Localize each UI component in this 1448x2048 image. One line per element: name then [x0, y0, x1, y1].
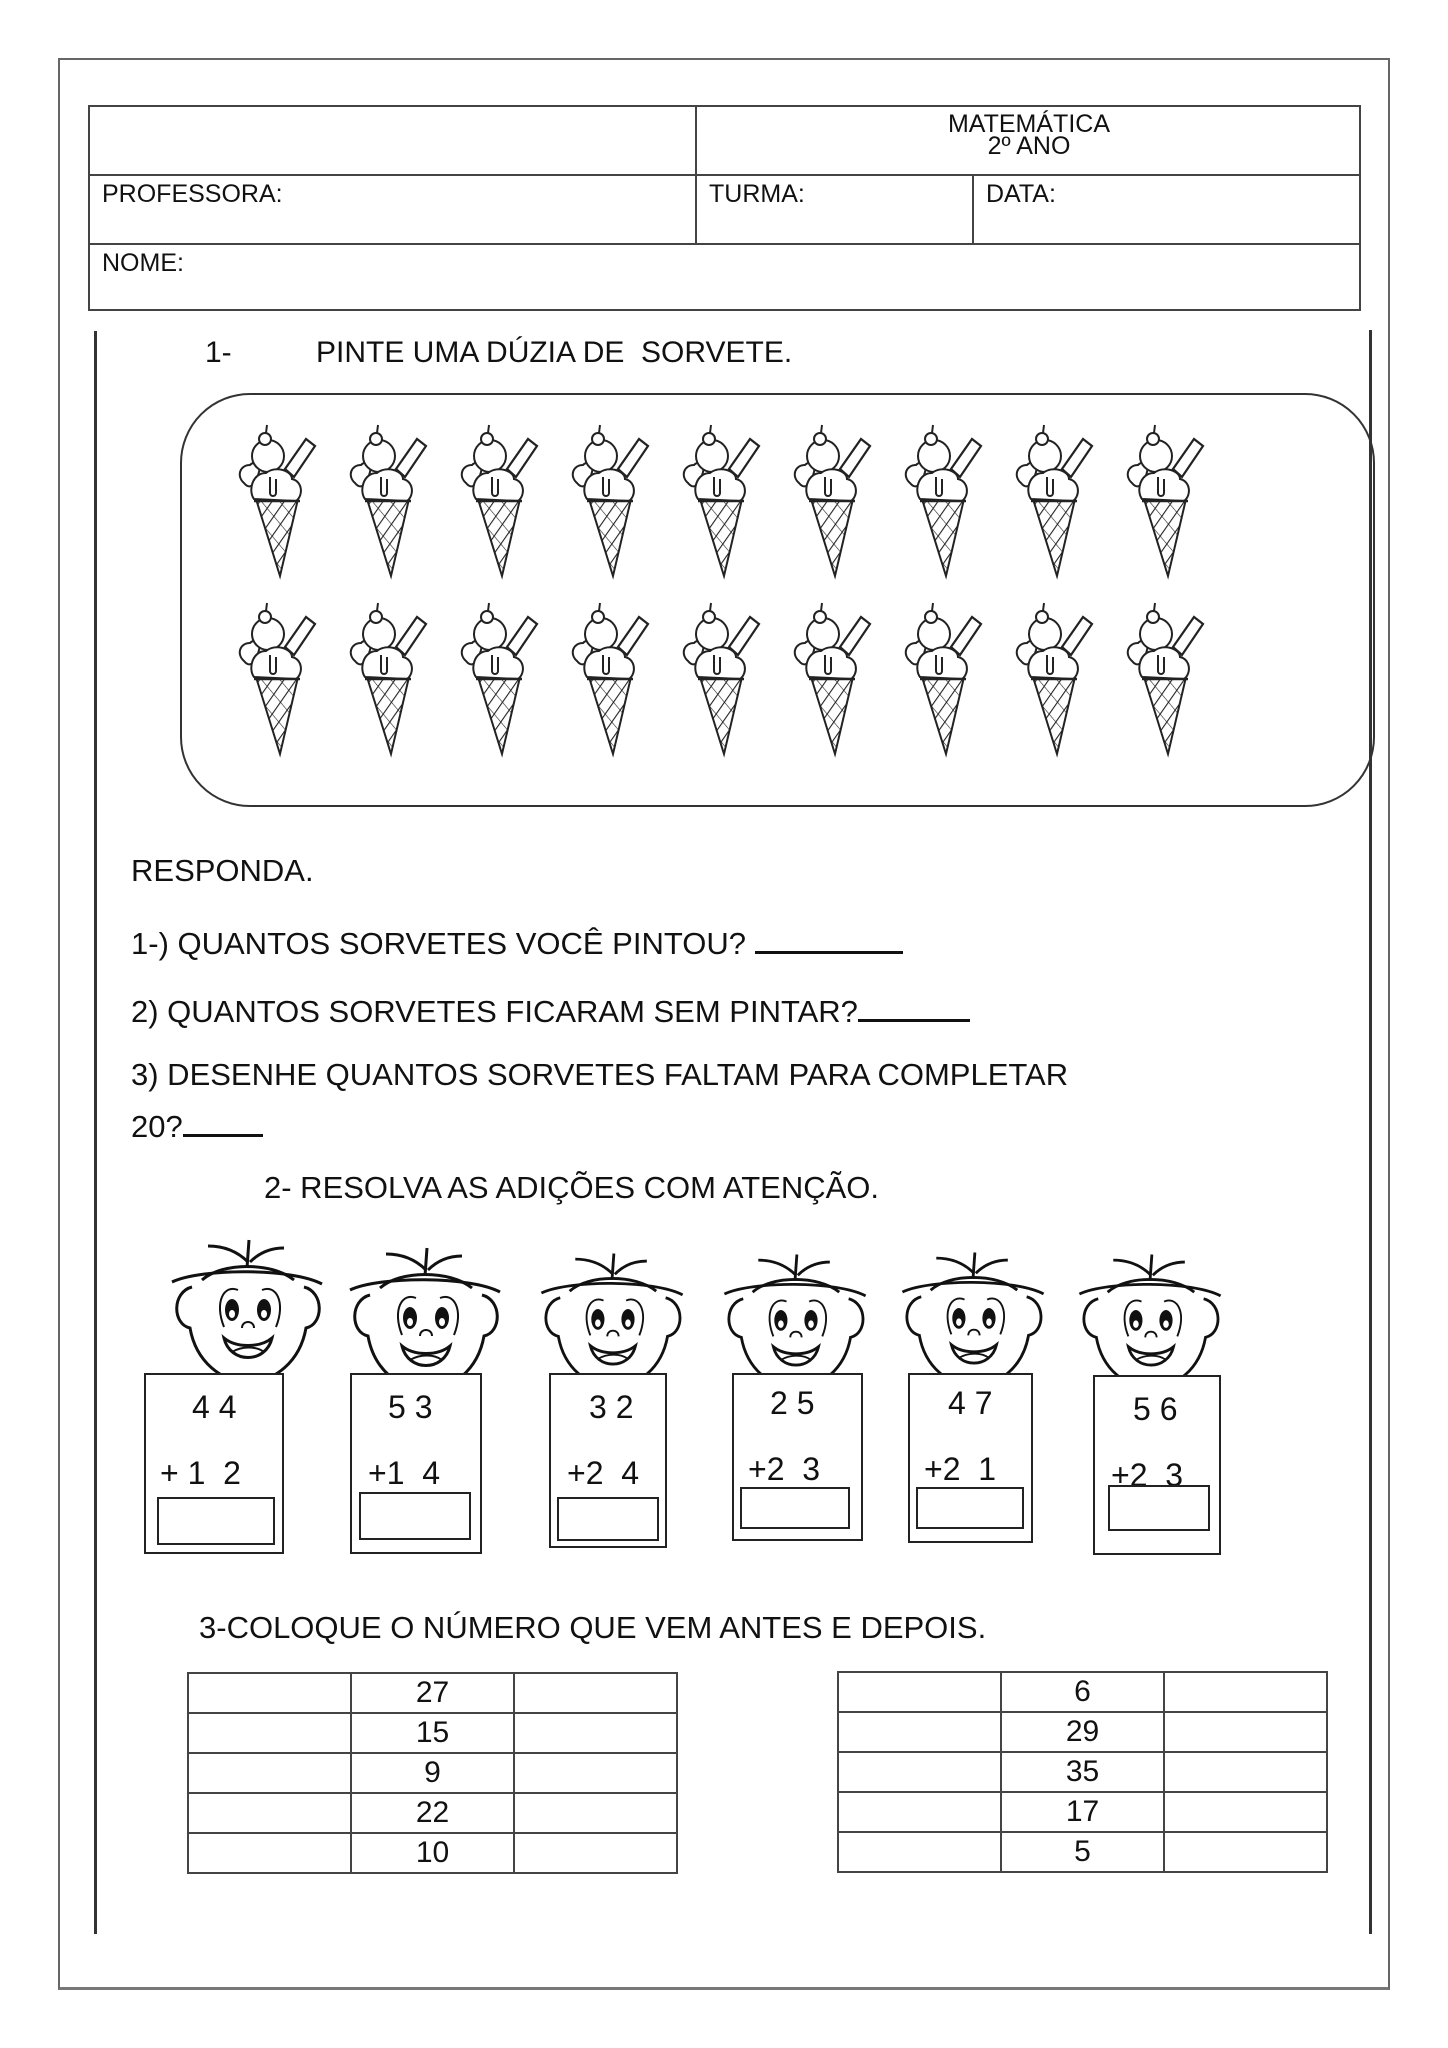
ice-cream-cone-icon[interactable] [896, 599, 988, 759]
sequence-table-left [187, 1672, 678, 1874]
date-label: DATA: [986, 180, 1056, 208]
boy-face-icon [893, 1244, 1053, 1389]
boy-face-icon [340, 1240, 510, 1392]
number-cell: 6 [1001, 1672, 1164, 1712]
sum-3-bottom: +2 4 [567, 1455, 640, 1491]
before-cell[interactable] [838, 1792, 1001, 1832]
before-cell[interactable] [838, 1832, 1001, 1872]
boy-face-icon [715, 1246, 875, 1391]
school-cell [90, 107, 695, 174]
ice-cream-cone-icon[interactable] [674, 421, 766, 581]
before-cell[interactable] [188, 1673, 351, 1713]
table-row [188, 1753, 677, 1793]
after-cell[interactable] [1164, 1832, 1327, 1872]
exercise3-title: 3-COLOQUE O NÚMERO QUE VEM ANTES E DEPOIS. [199, 1610, 987, 1645]
table-row [188, 1793, 677, 1833]
ice-cream-cone-icon[interactable] [785, 599, 877, 759]
class-label: TURMA: [709, 180, 805, 208]
ice-cream-cone-icon[interactable] [1007, 421, 1099, 581]
question-1-answer-blank[interactable] [755, 921, 903, 954]
after-cell[interactable] [514, 1713, 677, 1753]
before-cell[interactable] [188, 1793, 351, 1833]
table-row [838, 1792, 1327, 1832]
ice-cream-cone-icon[interactable] [896, 421, 988, 581]
after-cell[interactable] [514, 1833, 677, 1873]
subject-cell [695, 107, 1361, 174]
before-cell[interactable] [838, 1752, 1001, 1792]
sequence-table-right [837, 1671, 1328, 1873]
grade-label: 2º ANO [987, 132, 1071, 160]
sum-5-bottom: +2 1 [924, 1451, 997, 1487]
boy-face-icon [162, 1232, 332, 1384]
header-row-subject [90, 107, 1359, 176]
teacher-field[interactable] [90, 176, 695, 243]
sum-2-bottom: +1 4 [368, 1455, 441, 1491]
subject-name: MATEMÁTICA [947, 110, 1111, 138]
before-cell[interactable] [838, 1672, 1001, 1712]
question-3-text: 3) DESENHE QUANTOS SORVETES FALTAM PARA COMPLETAR [131, 1057, 1069, 1092]
ice-cream-cone-icon[interactable] [341, 599, 433, 759]
number-cell: 5 [1001, 1832, 1164, 1872]
icecream-row-2 [230, 599, 1210, 759]
ice-cream-cone-icon[interactable] [1118, 421, 1210, 581]
date-field[interactable] [972, 176, 1361, 243]
number-cell: 29 [1001, 1712, 1164, 1752]
question-2 [131, 989, 970, 1030]
sum-card-1 [144, 1373, 284, 1554]
sum-4-top: 2 5 [770, 1385, 815, 1421]
ice-cream-cone-icon[interactable] [563, 421, 655, 581]
question-2-text: 2) QUANTOS SORVETES FICARAM SEM PINTAR? [131, 994, 858, 1029]
table-row [838, 1712, 1327, 1752]
sum-3-answer-box[interactable] [557, 1497, 659, 1541]
before-cell[interactable] [838, 1712, 1001, 1752]
sum-card-5 [908, 1373, 1033, 1543]
question-1 [131, 921, 903, 962]
ice-cream-cone-icon[interactable] [1007, 599, 1099, 759]
number-cell: 22 [351, 1793, 514, 1833]
inner-frame-left-line [94, 331, 97, 1934]
class-field[interactable] [695, 176, 972, 243]
question-3-text2: 20? [131, 1109, 183, 1144]
sum-1-answer-box[interactable] [157, 1497, 275, 1545]
header-row-teacher [90, 176, 1359, 245]
number-cell: 17 [1001, 1792, 1164, 1832]
sum-6-bottom: +2 3 [1111, 1457, 1184, 1493]
sum-1-top: 4 4 [192, 1389, 237, 1425]
question-1-text: 1-) QUANTOS SORVETES VOCÊ PINTOU? [131, 926, 746, 961]
sum-6-top: 5 6 [1133, 1391, 1178, 1427]
number-cell: 9 [351, 1753, 514, 1793]
kid-1 [162, 1232, 332, 1384]
ice-cream-cone-icon[interactable] [1118, 599, 1210, 759]
teacher-label: PROFESSORA: [102, 180, 283, 208]
question-3-line2 [131, 1104, 263, 1145]
exercise1-number: 1- [205, 336, 232, 369]
before-cell[interactable] [188, 1833, 351, 1873]
header-row-name [90, 245, 1359, 311]
kid-6 [1070, 1246, 1240, 1391]
header-table [88, 105, 1361, 311]
icecream-row-1 [230, 421, 1210, 581]
sum-2-answer-box[interactable] [359, 1492, 471, 1540]
ice-cream-cone-icon[interactable] [452, 599, 544, 759]
number-cell: 27 [351, 1673, 514, 1713]
question-3-answer-blank[interactable] [183, 1104, 263, 1137]
table-row [188, 1713, 677, 1753]
icecream-box [180, 393, 1375, 807]
after-cell[interactable] [514, 1673, 677, 1713]
sum-5-top: 4 7 [948, 1385, 993, 1421]
after-cell[interactable] [1164, 1712, 1327, 1752]
boy-face-icon [1070, 1246, 1230, 1391]
sum-5-answer-box[interactable] [916, 1487, 1024, 1529]
respond-heading: RESPONDA. [131, 853, 314, 888]
sum-4-answer-box[interactable] [740, 1487, 850, 1529]
boy-face-icon [532, 1245, 692, 1390]
sum-3-top: 3 2 [589, 1389, 634, 1425]
ice-cream-cone-icon[interactable] [230, 421, 322, 581]
kid-4 [715, 1246, 885, 1391]
kid-3 [532, 1245, 702, 1390]
sum-2-top: 5 3 [388, 1389, 433, 1425]
after-cell[interactable] [1164, 1752, 1327, 1792]
sum-card-2 [350, 1373, 482, 1554]
after-cell[interactable] [1164, 1792, 1327, 1832]
sum-1-bottom: + 1 2 [160, 1455, 241, 1491]
after-cell[interactable] [514, 1793, 677, 1833]
before-cell[interactable] [188, 1753, 351, 1793]
sum-card-6 [1093, 1375, 1221, 1555]
kid-5 [893, 1244, 1063, 1389]
ice-cream-cone-icon[interactable] [230, 599, 322, 759]
after-cell[interactable] [514, 1753, 677, 1793]
sum-card-4 [732, 1373, 863, 1541]
sum-card-3 [549, 1373, 667, 1548]
number-cell: 35 [1001, 1752, 1164, 1792]
table-row [838, 1672, 1327, 1712]
before-cell[interactable] [188, 1713, 351, 1753]
ice-cream-cone-icon[interactable] [341, 421, 433, 581]
table-row [838, 1752, 1327, 1792]
number-cell: 15 [351, 1713, 514, 1753]
table-row [838, 1832, 1327, 1872]
kid-2 [340, 1240, 510, 1392]
exercise2-title: 2- RESOLVA AS ADIÇÕES COM ATENÇÃO. [264, 1170, 880, 1205]
name-label: NOME: [102, 249, 184, 277]
ice-cream-cone-icon[interactable] [452, 421, 544, 581]
exercise1-title: PINTE UMA DÚZIA DE SORVETE. [316, 336, 793, 369]
number-cell: 10 [351, 1833, 514, 1873]
table-row [188, 1833, 677, 1873]
sum-6-answer-box[interactable] [1108, 1485, 1210, 1531]
question-2-answer-blank[interactable] [858, 989, 970, 1022]
ice-cream-cone-icon[interactable] [563, 599, 655, 759]
question-3 [131, 1057, 1068, 1093]
sum-4-bottom: +2 3 [748, 1451, 821, 1487]
after-cell[interactable] [1164, 1672, 1327, 1712]
ice-cream-cone-icon[interactable] [674, 599, 766, 759]
name-field[interactable] [90, 245, 1359, 311]
table-row [188, 1673, 677, 1713]
ice-cream-cone-icon[interactable] [785, 421, 877, 581]
